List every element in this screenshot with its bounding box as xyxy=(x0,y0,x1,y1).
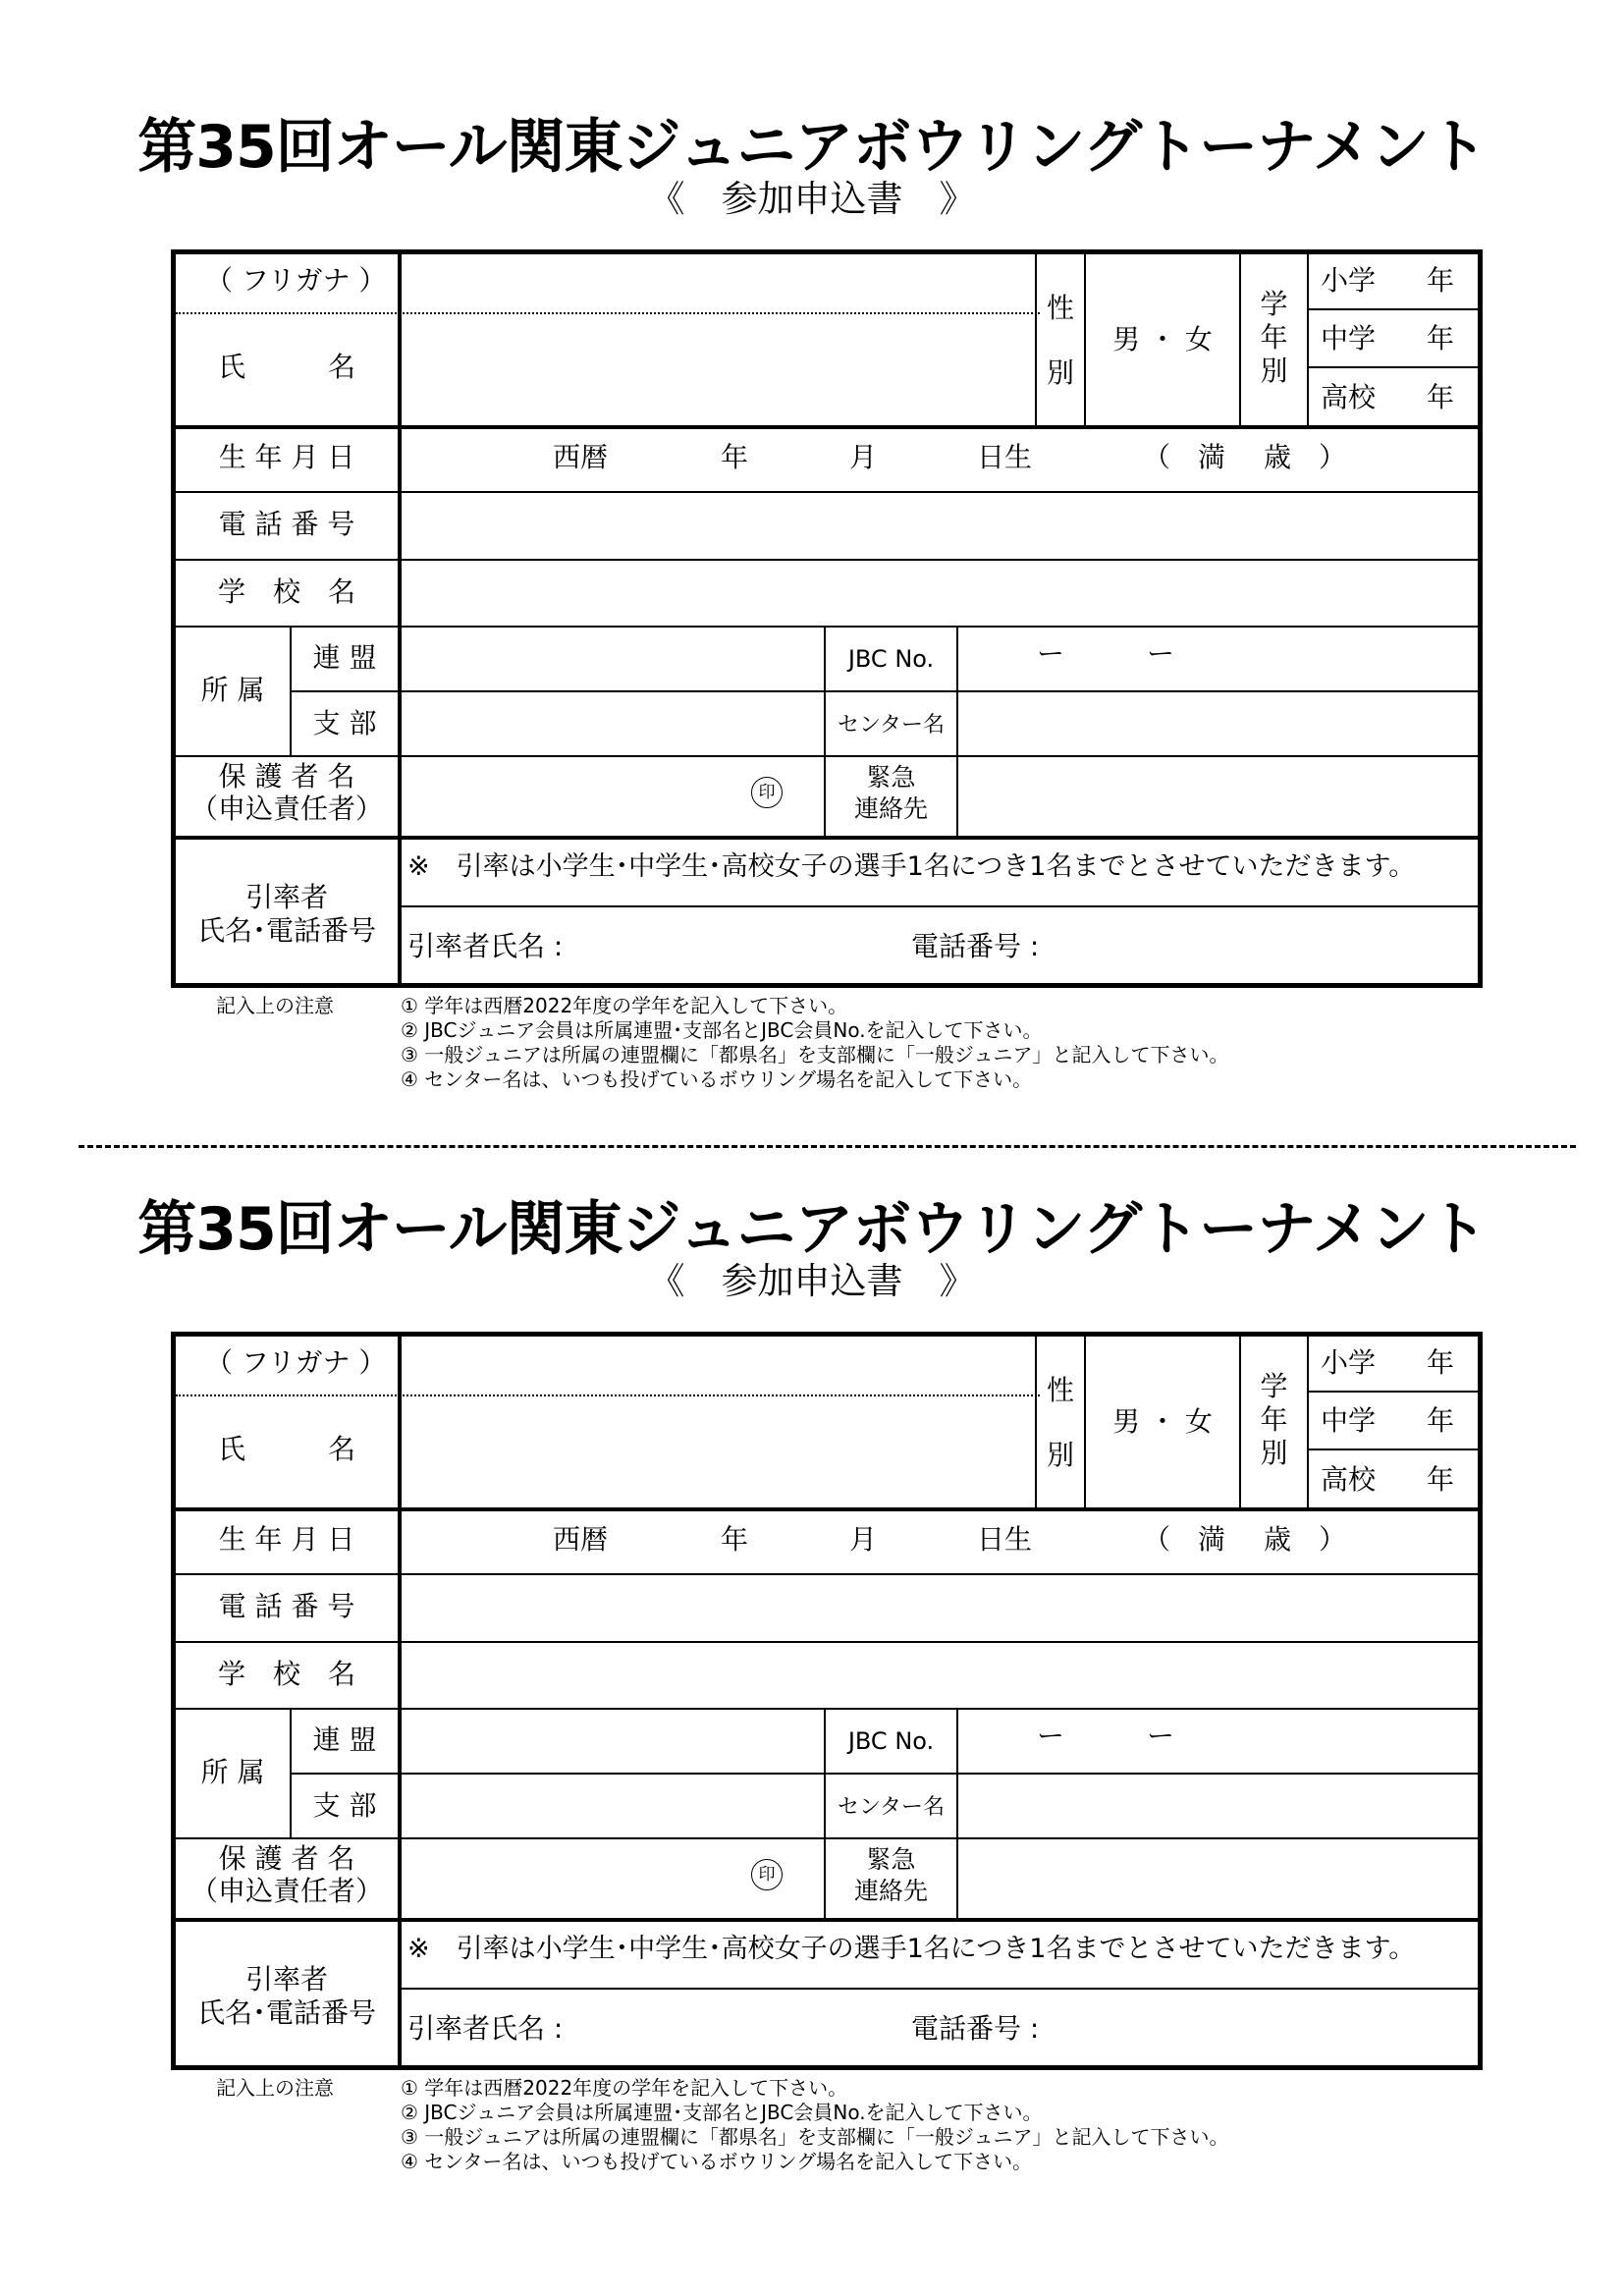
furigana-divider xyxy=(176,1394,1040,1396)
row-divider-escort-note xyxy=(398,905,1479,907)
grade-divider-2 xyxy=(1307,366,1479,368)
grade-junior-high: 中学 xyxy=(1321,1404,1377,1437)
jbc-label: JBC No. xyxy=(847,645,935,673)
gender-label-1: 性 xyxy=(1046,1374,1074,1406)
escort-label: 引率者 xyxy=(244,881,328,913)
grade-junior-high-unit: 年 xyxy=(1427,1404,1455,1437)
grade-junior-high-unit: 年 xyxy=(1427,322,1455,355)
escort-note: ※ 引率は小学生･中学生･高校女子の選手1名につき1名までとさせていただきます。 xyxy=(407,851,1416,882)
grade-elementary-unit: 年 xyxy=(1427,1346,1455,1379)
age-open: （ 満 xyxy=(1143,1523,1226,1556)
grade-label-2: 年 xyxy=(1260,321,1288,354)
grade-divider-1 xyxy=(1307,308,1479,310)
grade-label-1: 学 xyxy=(1260,1370,1288,1402)
jbc-dashes: ー ー xyxy=(1036,1720,1174,1752)
row-divider-escort-note xyxy=(398,1988,1479,1990)
form-subtitle: 《 参加申込書 》 xyxy=(648,178,976,220)
form-table xyxy=(171,249,1483,988)
affiliation-label: 所 属 xyxy=(200,674,265,706)
grade-high-school: 高校 xyxy=(1321,381,1377,413)
note-3: ③ 一般ジュニアは所属の連盟欄に「都県名」を支部欄に「一般ジュニア」と記入して下さい。 xyxy=(401,1043,1229,1066)
league-label: 連 盟 xyxy=(312,641,377,674)
grade-elementary-unit: 年 xyxy=(1427,264,1455,297)
row-divider-league xyxy=(290,1773,1479,1775)
form-title: 第35回オール関東ジュニアボウリングトーナメント xyxy=(137,1195,1487,1264)
gender-line-left xyxy=(1035,254,1037,425)
application-form xyxy=(0,1190,1624,2290)
phone-label: 電 話 番 号 xyxy=(218,508,355,540)
league-label: 連 盟 xyxy=(312,1723,377,1756)
gender-label-1: 性 xyxy=(1046,292,1074,324)
birth-day: 日生 xyxy=(977,441,1033,473)
row-divider-birth xyxy=(176,491,1479,493)
gender-label-2: 別 xyxy=(1046,1439,1074,1471)
escort-phone-label: 電話番号 : xyxy=(911,2012,1040,2045)
notes-label: 記入上の注意 xyxy=(216,2076,334,2100)
row-divider-name xyxy=(176,1507,1479,1511)
form-subtitle: 《 参加申込書 》 xyxy=(648,1260,976,1302)
birth-day: 日生 xyxy=(977,1523,1033,1556)
jbc-dashes: ー ー xyxy=(1036,637,1174,670)
furigana-label: （ フリガナ ） xyxy=(205,264,387,297)
birth-label: 生 年 月 日 xyxy=(218,1523,355,1556)
note-1: ① 学年は西暦2022年度の学年を記入して下さい。 xyxy=(401,2076,848,2100)
emergency-sublabel: 連絡先 xyxy=(853,794,928,823)
center-label: センター名 xyxy=(837,713,946,738)
row-divider-phone xyxy=(176,559,1479,561)
emergency-label: 緊急 xyxy=(866,763,916,792)
escort-name-label: 引率者氏名 : xyxy=(407,2012,564,2045)
grade-junior-high: 中学 xyxy=(1321,322,1377,355)
grade-high-school-unit: 年 xyxy=(1427,381,1455,413)
branch-label: 支 部 xyxy=(312,707,377,739)
note-1: ① 学年は西暦2022年度の学年を記入して下さい。 xyxy=(401,994,848,1017)
row-divider-guardian xyxy=(176,1918,1479,1922)
jbc-label: JBC No. xyxy=(847,1727,935,1755)
age-close: 歳 ） xyxy=(1264,1523,1347,1556)
guardian-label: 保 護 者 名 xyxy=(218,1842,355,1875)
school-label: 学 校 名 xyxy=(217,1658,355,1690)
escort-note: ※ 引率は小学生･中学生･高校女子の選手1名につき1名までとさせていただきます。 xyxy=(407,1934,1416,1964)
grade-high-school: 高校 xyxy=(1321,1463,1377,1496)
birth-era: 西暦 xyxy=(553,441,609,473)
escort-phone-label: 電話番号 : xyxy=(911,930,1040,962)
seal-mark: 印 xyxy=(751,777,783,808)
note-2: ② JBCジュニア会員は所属連盟･支部名とJBC会員No.を記入して下さい。 xyxy=(401,1018,1043,1042)
escort-sublabel: 氏名･電話番号 xyxy=(196,1996,376,2029)
grade-label-1: 学 xyxy=(1260,288,1288,320)
grade-line-right xyxy=(1307,1337,1309,1507)
grade-label-3: 別 xyxy=(1260,1437,1288,1469)
label-column-line xyxy=(398,1337,402,2066)
row-divider-birth xyxy=(176,1573,1479,1575)
row-divider-school xyxy=(176,1708,1479,1710)
birth-year: 年 xyxy=(721,1523,749,1556)
phone-label: 電 話 番 号 xyxy=(218,1590,355,1622)
note-2: ② JBCジュニア会員は所属連盟･支部名とJBC会員No.を記入して下さい。 xyxy=(401,2101,1043,2124)
gender-options: 男 ・ 女 xyxy=(1112,1405,1213,1438)
form-title: 第35回オール関東ジュニアボウリングトーナメント xyxy=(137,113,1487,182)
note-4: ④ センター名は、いつも投げているボウリング場名を記入して下さい。 xyxy=(401,1067,1033,1091)
name-label: 氏 名 xyxy=(217,351,355,383)
notes-label: 記入上の注意 xyxy=(216,994,334,1017)
grade-label-3: 別 xyxy=(1260,355,1288,387)
gender-label-2: 別 xyxy=(1046,356,1074,389)
age-close: 歳 ） xyxy=(1264,441,1347,473)
name-label: 氏 名 xyxy=(217,1433,355,1465)
age-open: （ 満 xyxy=(1143,441,1226,473)
birth-month: 月 xyxy=(849,1523,878,1556)
branch-label: 支 部 xyxy=(312,1789,377,1822)
school-label: 学 校 名 xyxy=(217,575,355,608)
grade-elementary: 小学 xyxy=(1321,1346,1377,1379)
grade-high-school-unit: 年 xyxy=(1427,1463,1455,1496)
guardian-sublabel: （申込責任者） xyxy=(189,793,383,825)
furigana-label: （ フリガナ ） xyxy=(205,1346,387,1379)
row-divider-league xyxy=(290,690,1479,692)
birth-era: 西暦 xyxy=(553,1523,609,1556)
escort-sublabel: 氏名･電話番号 xyxy=(196,914,376,947)
row-divider-phone xyxy=(176,1641,1479,1643)
label-column-line xyxy=(398,254,402,984)
row-divider-name xyxy=(176,425,1479,429)
row-divider-school xyxy=(176,626,1479,628)
escort-label: 引率者 xyxy=(244,1963,328,1995)
row-divider-affiliation xyxy=(176,755,1479,757)
row-divider-guardian xyxy=(176,836,1479,840)
grade-line-right xyxy=(1307,254,1309,425)
affiliation-label: 所 属 xyxy=(200,1756,265,1788)
center-label: センター名 xyxy=(837,1795,946,1820)
birth-label: 生 年 月 日 xyxy=(218,441,355,473)
emergency-sublabel: 連絡先 xyxy=(853,1877,928,1905)
grade-elementary: 小学 xyxy=(1321,264,1377,297)
form-table xyxy=(171,1332,1483,2070)
grade-divider-1 xyxy=(1307,1391,1479,1393)
birth-year: 年 xyxy=(721,441,749,473)
note-3: ③ 一般ジュニアは所属の連盟欄に「都県名」を支部欄に「一般ジュニア」と記入して下さい。 xyxy=(401,2125,1229,2149)
seal-mark: 印 xyxy=(751,1859,783,1890)
note-4: ④ センター名は、いつも投げているボウリング場名を記入して下さい。 xyxy=(401,2150,1033,2173)
birth-month: 月 xyxy=(849,441,878,473)
furigana-divider xyxy=(176,312,1040,314)
emergency-label: 緊急 xyxy=(866,1845,916,1874)
guardian-label: 保 護 者 名 xyxy=(218,760,355,793)
gender-line-left xyxy=(1035,1337,1037,1507)
guardian-sublabel: （申込責任者） xyxy=(189,1875,383,1907)
grade-divider-2 xyxy=(1307,1449,1479,1450)
application-form xyxy=(0,108,1624,1208)
row-divider-affiliation xyxy=(176,1837,1479,1839)
gender-options: 男 ・ 女 xyxy=(1112,323,1213,355)
grade-label-2: 年 xyxy=(1260,1403,1288,1436)
escort-name-label: 引率者氏名 : xyxy=(407,930,564,962)
